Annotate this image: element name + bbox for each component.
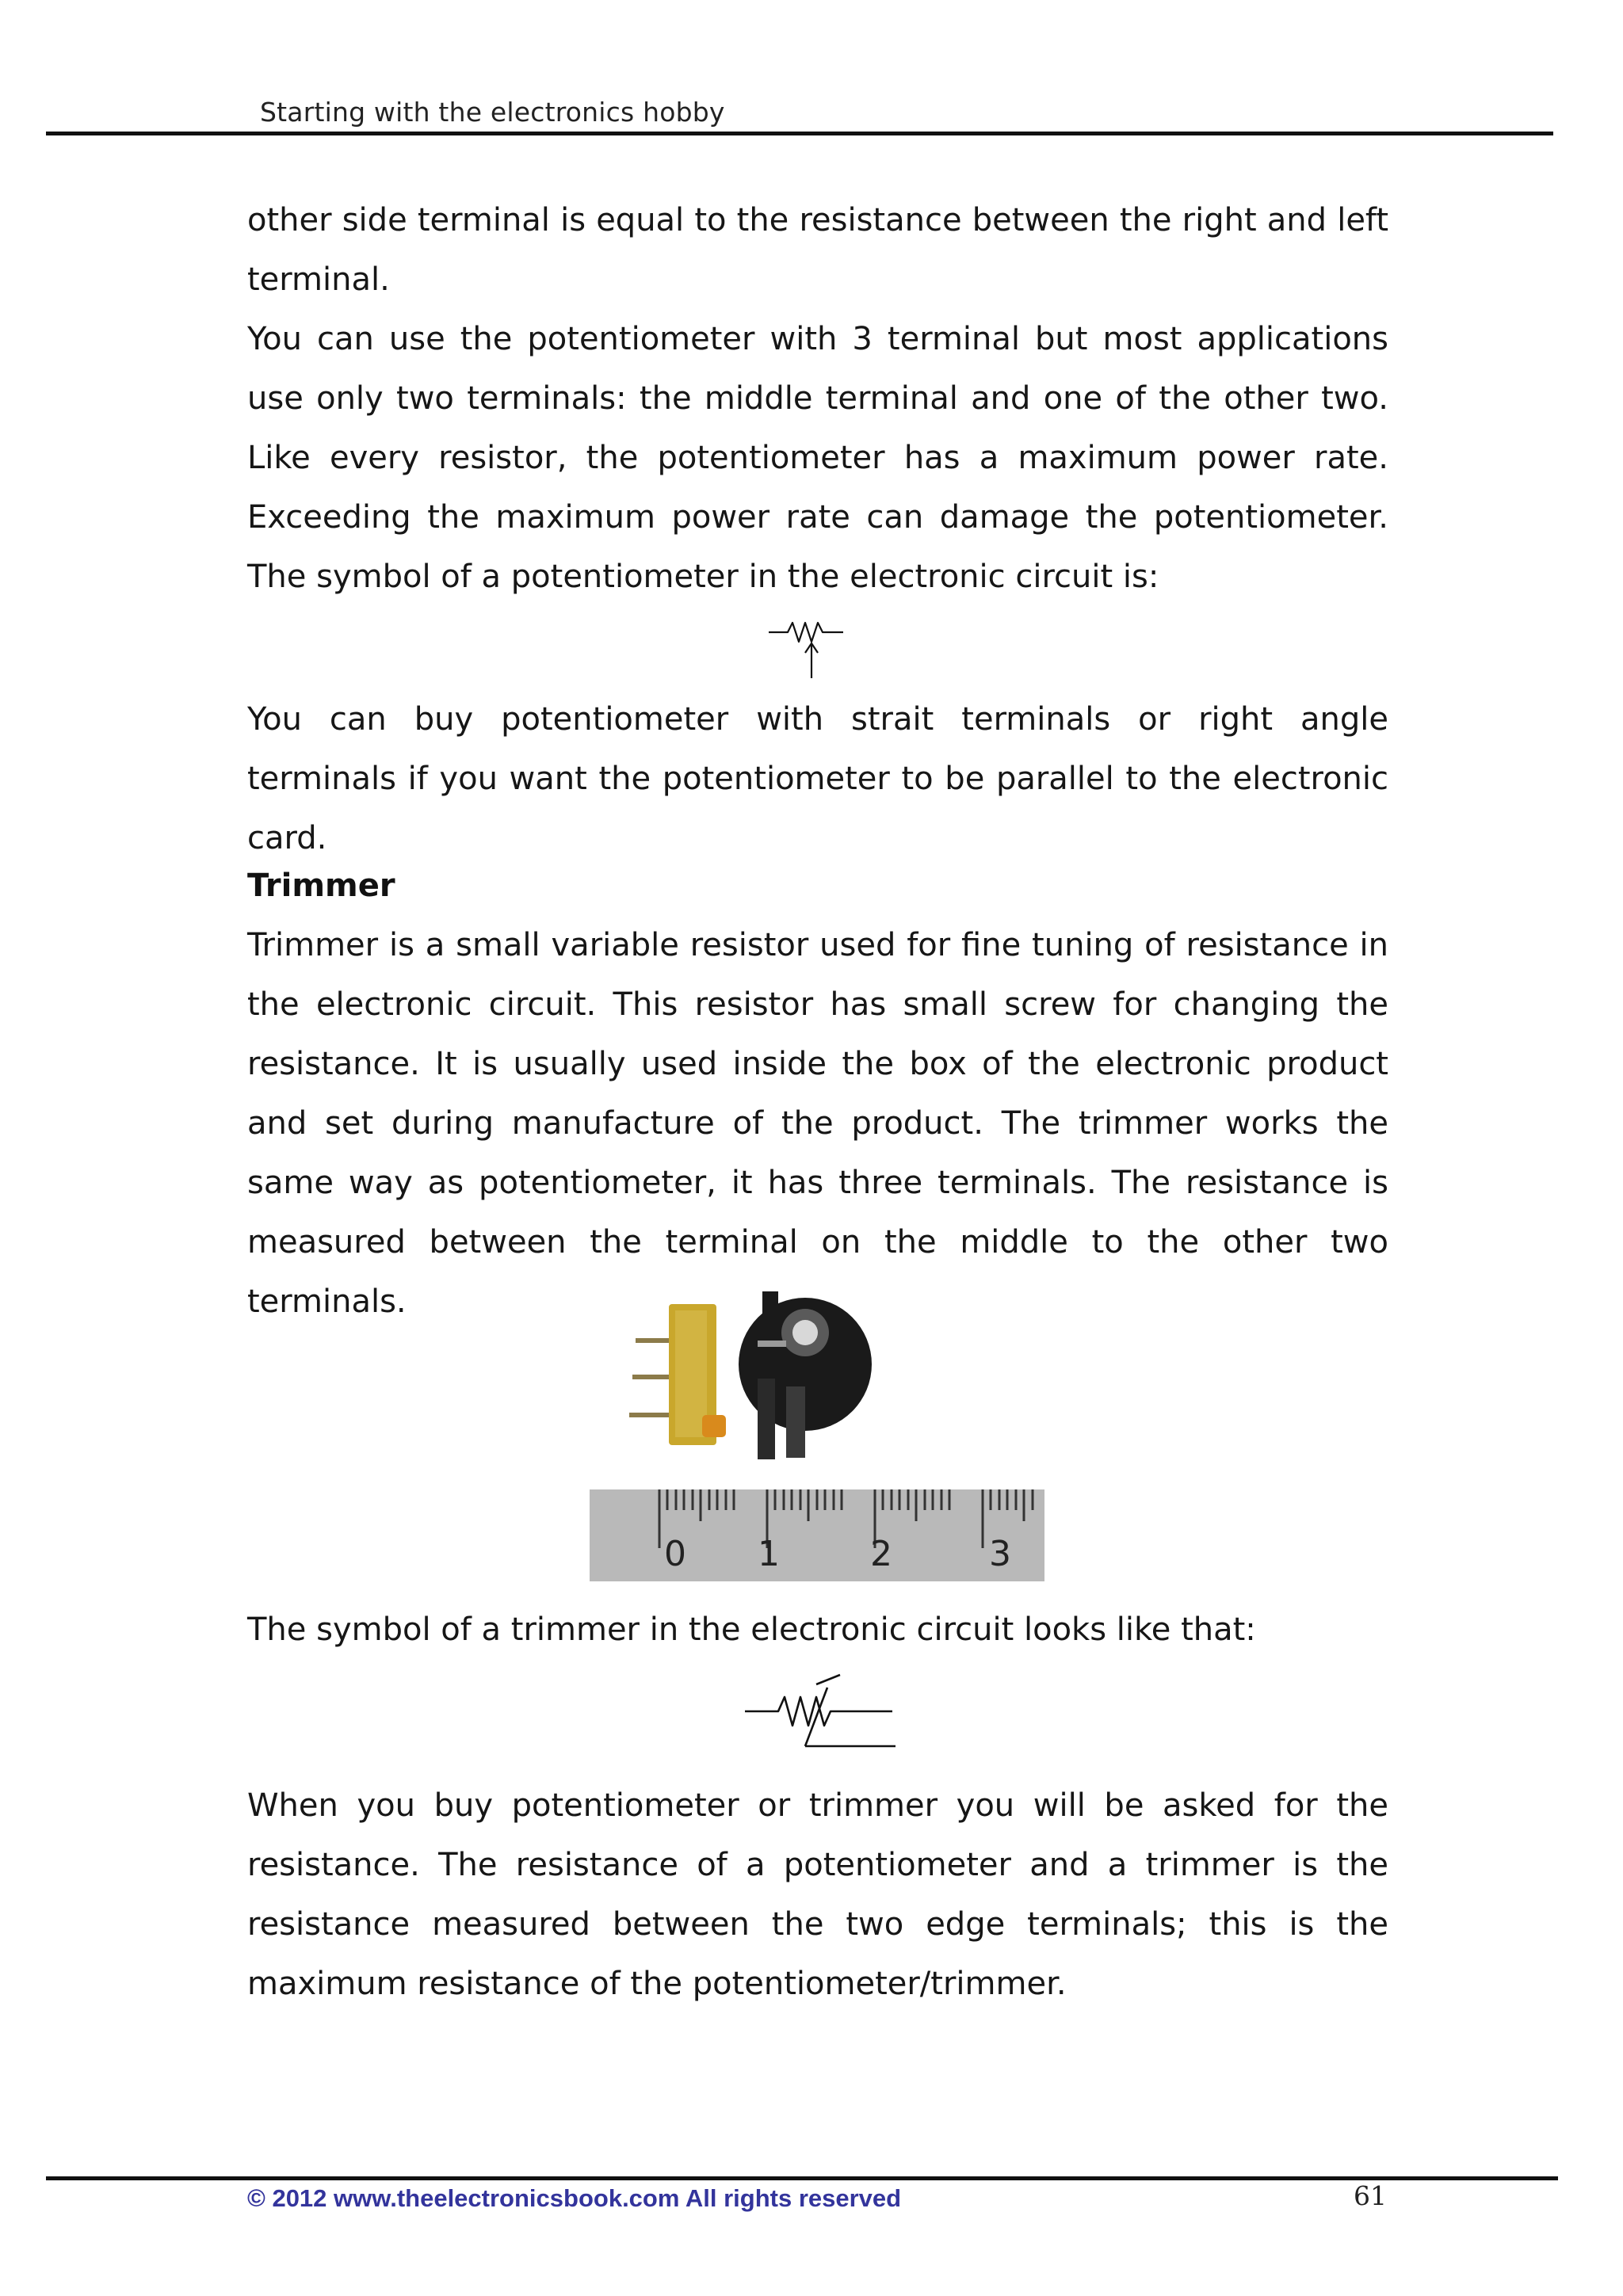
footer-copyright bbox=[247, 2184, 901, 2213]
paragraph-group-4 bbox=[247, 1600, 1388, 1660]
paragraph: You can use the potentiometer with 3 terminal but most applications use only two terminals: the middle terminal and one of the other two. Like every resistor, the potentiometer has a maximum power rate. Exceeding the maximum power rate can damage the potentiometer. The symbol of a potentiometer in the electronic circuit is: bbox=[247, 321, 1388, 595]
footer-rule bbox=[46, 2176, 1558, 2180]
copyright-text: © 2012 www.theelectronicsbook.com bbox=[247, 2184, 680, 2212]
ruler-label: 1 bbox=[758, 1534, 780, 1574]
potentiometer-symbol bbox=[761, 610, 872, 681]
paragraph: other side terminal is equal to the resistance between the right and left terminal. bbox=[247, 202, 1388, 298]
trimmer-symbol bbox=[740, 1664, 899, 1759]
rights-text: All rights reserved bbox=[679, 2184, 902, 2212]
paragraph-group-3 bbox=[247, 916, 1388, 1332]
paragraph: Trimmer is a small variable resistor used for fine tuning of resistance in the electronic circuit. This resistor has small screw for changing the resistance. It is usually used inside the box of the electronic product and set during manufacture of the product. The trimmer works the same way as potentiometer, it has three terminals. The resistance is measured between the terminal on the middle to the other two terminals. bbox=[247, 927, 1388, 1320]
paragraph: When you buy potentiometer or trimmer you will be asked for the resistance. The resistance of a potentiometer and a trimmer is the resistance measured between the two edge terminals; this is the maximum resistance of the potentiometer/trimmer. bbox=[247, 1787, 1388, 2002]
ruler-label: 2 bbox=[870, 1534, 892, 1574]
page-number: 61 bbox=[1354, 2180, 1387, 2211]
paragraph: The symbol of a trimmer in the electronic circuit looks like that: bbox=[247, 1611, 1256, 1648]
black-trimmer bbox=[739, 1291, 872, 1459]
running-head: Starting with the electronics hobby bbox=[260, 97, 725, 128]
header-rule bbox=[46, 132, 1553, 135]
paragraph-group-1 bbox=[247, 191, 1388, 607]
ruler-label: 0 bbox=[664, 1534, 686, 1574]
paragraph-group-5 bbox=[247, 1776, 1388, 2014]
section-heading-trimmer: Trimmer bbox=[247, 868, 395, 904]
paragraph-group-2 bbox=[247, 690, 1388, 868]
trimmer-photo bbox=[590, 1291, 1044, 1581]
paragraph: You can buy potentiometer with strait terminals or right angle terminals if you want the potentiometer to be parallel to the electronic card. bbox=[247, 701, 1388, 856]
ruler-label: 3 bbox=[989, 1534, 1011, 1574]
